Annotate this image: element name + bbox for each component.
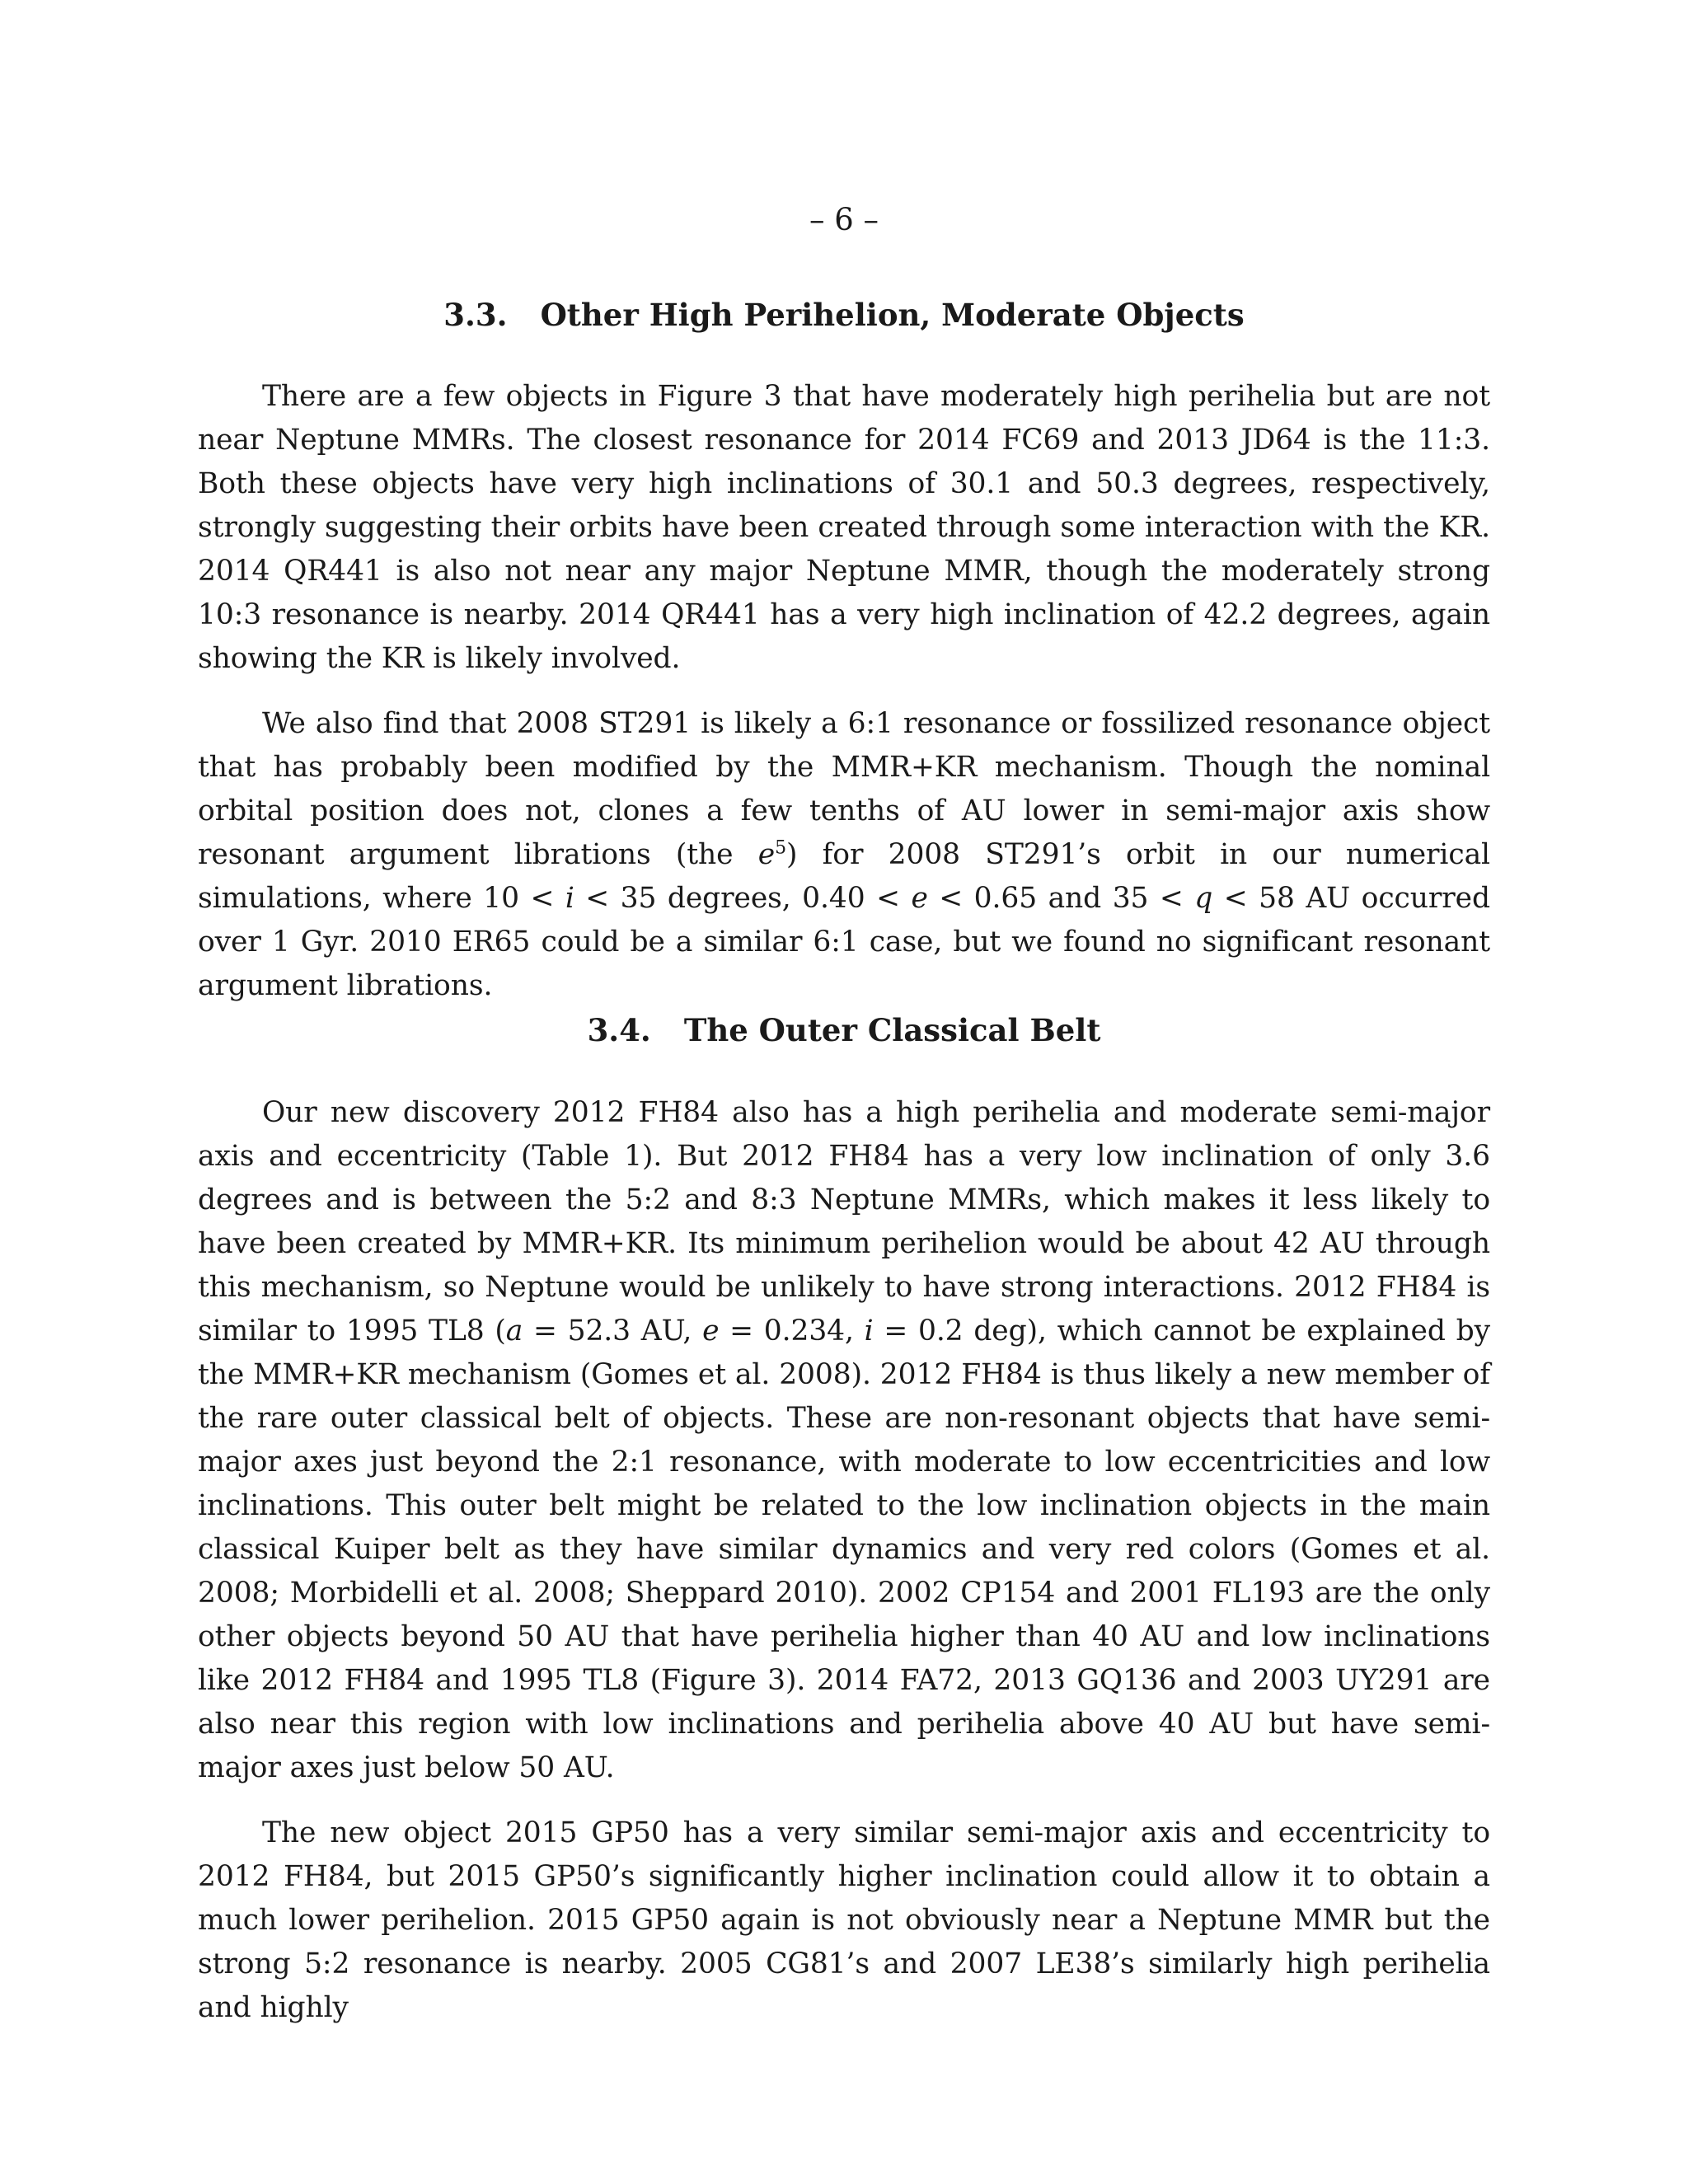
text-run: = 0.2 deg), which cannot be explained by the MMR+KR mechanism (Gomes et al. 2008). 2012 FH84 is thus likely a new member of the rare outer classical belt of objects. These are non-resonant objects that have semi-major axes just beyond the 2:1 resonance, with moderate to low eccentricities and low inclinations. This outer belt might be related to the low inclination objects in the main classical Kuiper belt as they have similar dynamics and very red colors (Gomes et al. 2008; Morbidelli et al. 2008; Sheppard 2010). 2002 CP154 and 2001 FL193 are the only other objects beyond 50 AU that have perihelia higher than 40 AU and low inclinations like 2012 FH84 and 1995 TL8 (Figure 3). 2014 FA72, 2013 GQ136 and 2003 UY291 are also near this region with low inclinations and perihelia above 40 AU but have semi-major axes just below 50 AU. (198, 1315, 1490, 1784)
section-title: Other High Perihelion, Moderate Objects (540, 297, 1245, 333)
math-symbol: e (757, 838, 776, 871)
math-symbol: q (1194, 882, 1213, 915)
section-title: The Outer Classical Belt (683, 1012, 1101, 1048)
section-body-3-4 (198, 1091, 1490, 2030)
paragraph (198, 1091, 1490, 1790)
math-symbol: a (505, 1315, 523, 1347)
paragraph: There are a few objects in Figure 3 that have moderately high perihelia but are not near Neptune MMRs. The closest resonance for 2014 FC69 and 2013 JD64 is the 11:3. Both these objects have very high inclinations of 30.1 and 50.3 degrees, respectively, strongly suggesting their orbits have been created through some interaction with the KR. 2014 QR441 is also not near any major Neptune MMR, though the moderately strong 10:3 resonance is nearby. 2014 QR441 has a very high inclination of 42.2 degrees, again showing the KR is likely involved. (198, 380, 1490, 675)
text-run: Our new discovery 2012 FH84 also has a high perihelia and moderate semi-major axis and eccentricity (Table 1). But 2012 FH84 has a very low inclination of only 3.6 degrees and is between the 5:2 and 8:3 Neptune MMRs, which makes it less likely to have been created by MMR+KR. Its minimum perihelion would be about 42 AU through this mechanism, so Neptune would be unlikely to have strong interactions. 2012 FH84 is similar to 1995 TL8 ( (198, 1096, 1490, 1347)
math-symbol: e (911, 882, 928, 915)
text-run: = 52.3 AU, (523, 1315, 703, 1347)
paragraph (198, 702, 1490, 1008)
superscript: 5 (775, 837, 786, 859)
page-number: – 6 – (809, 202, 879, 237)
text-run: We also find that 2008 ST291 is likely a 6:1 resonance or fossilized resonance object that has probably been modified by the MMR+KR mechanism. Though the nominal orbital position does not, clones a few tenths of AU lower in semi-major axis show resonant argument librations (the (198, 707, 1490, 871)
math-symbol: i (864, 1315, 874, 1347)
text-run: < 35 degrees, 0.40 < (574, 882, 912, 915)
section-body-3-3 (198, 375, 1490, 1008)
text-run: = 0.234, (719, 1315, 865, 1347)
text-run: ) for 2008 ST291’s orbit in our numerical simulations, where 10 < (198, 838, 1490, 915)
section-number: 3.3. (443, 297, 508, 333)
text-run: < 0.65 and 35 < (927, 882, 1195, 915)
section-heading-3-4 (198, 1012, 1490, 1048)
section-heading-3-3 (198, 297, 1490, 333)
math-symbol: e (702, 1315, 720, 1347)
section-number: 3.4. (587, 1012, 651, 1048)
paragraph: The new object 2015 GP50 has a very similar semi-major axis and eccentricity to 2012 FH84, but 2015 GP50’s significantly higher inclination could allow it to obtain a much lower perihelion. 2015 GP50 again is not obviously near a Neptune MMR but the strong 5:2 resonance is nearby. 2005 CG81’s and 2007 LE38’s similarly high perihelia and highly (198, 1816, 1490, 2024)
text-run: < 58 AU occurred over 1 Gyr. 2010 ER65 could be a similar 6:1 case, but we found no significant resonant argument librations. (198, 882, 1490, 1002)
math-symbol: i (565, 882, 574, 915)
